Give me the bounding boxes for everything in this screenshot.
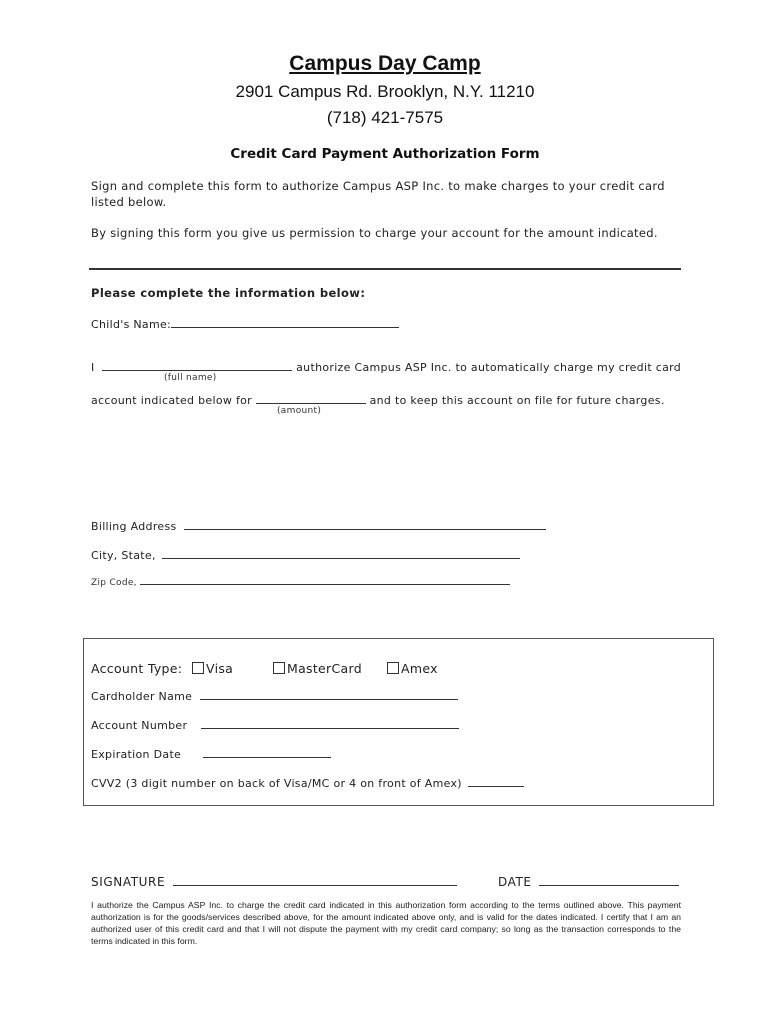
amount-field[interactable] <box>256 392 366 404</box>
zip-field[interactable] <box>140 576 510 585</box>
billing-address-field[interactable] <box>184 518 546 530</box>
account-number-label: Account Number <box>91 719 188 732</box>
form-title: Credit Card Payment Authorization Form <box>230 146 540 162</box>
city-state-row <box>91 547 520 562</box>
billing-address-label: Billing Address <box>91 520 177 533</box>
signature-row <box>91 872 457 889</box>
childs-name-label: Child's Name: <box>91 318 172 331</box>
full-name-caption: (full name) <box>164 373 217 383</box>
expiration-row <box>91 746 331 761</box>
account-text-suffix: and to keep this account on file for future charges. <box>369 394 665 407</box>
cvv-row <box>91 775 524 790</box>
mastercard-checkbox[interactable] <box>273 662 285 674</box>
childs-name-field[interactable] <box>171 316 399 328</box>
authorize-prefix: I <box>91 361 95 374</box>
zip-label: Zip Code, <box>91 578 137 588</box>
city-state-field[interactable] <box>162 547 520 559</box>
cvv-field[interactable] <box>468 775 524 787</box>
signature-label: SIGNATURE <box>91 875 166 889</box>
option-mastercard[interactable] <box>273 661 362 676</box>
intro-paragraph-1: Sign and complete this form to authorize Campus ASP Inc. to make charges to your credit card listed below. <box>91 179 665 209</box>
amount-caption: (amount) <box>277 406 322 416</box>
date-row <box>498 872 679 889</box>
cvv-label: CVV2 (3 digit number on back of Visa/MC or 4 on front of Amex) <box>91 777 462 790</box>
camp-title: Campus Day Camp <box>289 52 481 75</box>
childs-name-row <box>91 316 399 331</box>
option-visa[interactable] <box>192 661 233 676</box>
zip-row <box>91 576 510 588</box>
visa-label: Visa <box>206 661 234 676</box>
cardholder-label: Cardholder Name <box>91 690 193 703</box>
account-number-field[interactable] <box>201 717 459 729</box>
amex-label: Amex <box>401 661 438 676</box>
cardholder-row <box>91 688 458 703</box>
intro-paragraph-2: By signing this form you give us permission to charge your account for the amount indicated. <box>91 226 658 240</box>
section-divider <box>89 268 681 270</box>
city-state-label: City, State, <box>91 549 156 562</box>
date-label: DATE <box>498 875 532 889</box>
billing-address-row <box>91 518 546 533</box>
option-amex[interactable] <box>387 661 438 676</box>
info-heading: Please complete the information below: <box>91 286 366 300</box>
camp-address: 2901 Campus Rd. Brooklyn, N.Y. 11210 <box>235 82 535 101</box>
date-field[interactable] <box>539 872 679 886</box>
expiration-field[interactable] <box>203 746 331 758</box>
camp-phone: (718) 421-7575 <box>326 108 444 127</box>
account-row <box>91 392 665 407</box>
mastercard-label: MasterCard <box>287 661 362 676</box>
account-type-label: Account Type: <box>91 661 183 676</box>
expiration-label: Expiration Date <box>91 748 182 761</box>
authorize-row <box>91 359 681 374</box>
account-text: account indicated below for <box>91 394 252 407</box>
visa-checkbox[interactable] <box>192 662 204 674</box>
signature-field[interactable] <box>173 872 457 886</box>
full-name-field[interactable] <box>102 359 292 371</box>
account-number-row <box>91 717 459 732</box>
authorize-text: authorize Campus ASP Inc. to automatically charge my credit card <box>296 361 682 374</box>
amex-checkbox[interactable] <box>387 662 399 674</box>
cardholder-field[interactable] <box>200 688 458 700</box>
authorization-fine-print: I authorize the Campus ASP Inc. to charge the credit card indicated in this authorization form according to the terms outlined above. This payment authorization is for the goods/services described above, for the amount indicated above only, and is valid for the dates indicated. I certify that I am an authorized user of this credit card and that I will not dispute the payment with my credit card company; so long as the transaction corresponds to the terms indicated in this form. <box>91 900 681 946</box>
